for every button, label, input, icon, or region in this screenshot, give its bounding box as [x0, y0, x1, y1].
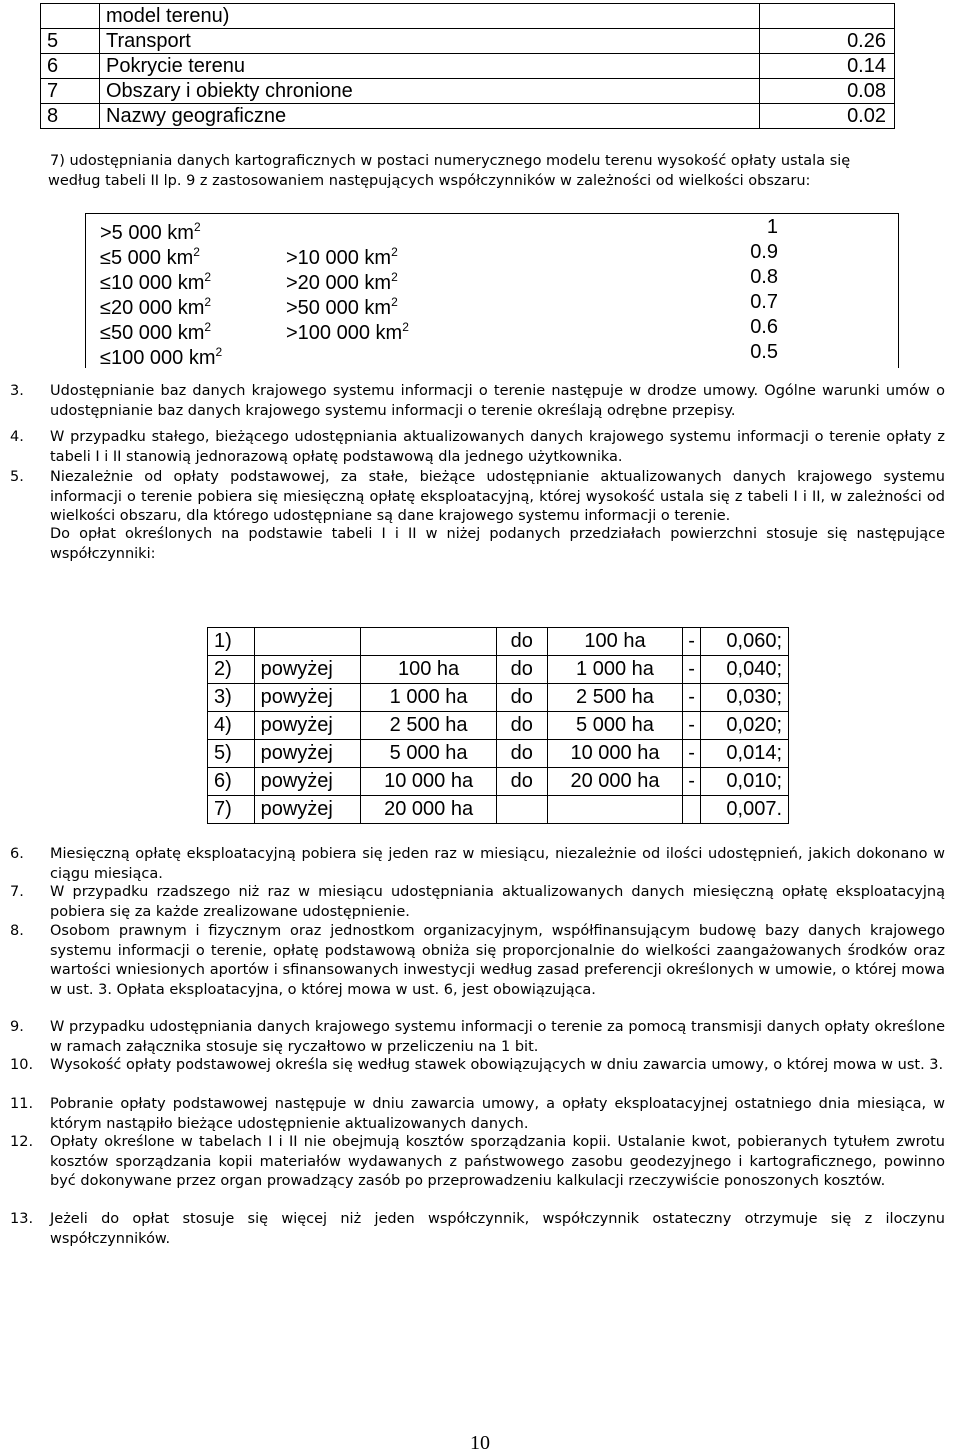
numbered-item: [10, 1133, 945, 1192]
numbered-item: [10, 922, 945, 1000]
item-number: 12.: [10, 1134, 34, 1150]
exponent: 2: [391, 295, 398, 309]
item-text: Niezależnie od opłaty podstawowej, za stałe, bieżące udostępnianie aktualizowanych danych krajowego systemu informacji o terenie pobiera się miesięczną opłatę eksploatacyjną, której wysokość ustala się z tabeli I i II, w zależności od wielkości obszaru, dla którego udostępniane są dane krajowego systemu informacji o terenie.: [50, 469, 945, 524]
table-cell: 2): [208, 656, 255, 684]
table-cell: [547, 796, 683, 824]
less-equal-symbol: ≤: [100, 247, 111, 269]
less-equal-symbol: ≤: [100, 347, 111, 369]
table-cell: 3): [208, 684, 255, 712]
row-value: 0.08: [760, 79, 895, 104]
item-number: 9.: [10, 1019, 24, 1035]
table-row: [41, 79, 895, 104]
table-row: [208, 684, 789, 712]
table-cell: -: [683, 656, 701, 684]
item-text: Osobom prawnym i fizycznym oraz jednostkom organizacyjnym, współfinansującym budowę bazy danych krajowego systemu informacji o terenie, opłatę podstawową obniża się proporcjonalnie do wielkości zaangażowanych środków oraz wartości wniesionych aportów i sfinansowanych inwestycji według zasad preferencji określonych w umowie, o której mowa w ust. 3. Opłata eksploatacyjna, o której mowa w ust. 6, jest obowiązująca.: [50, 923, 945, 998]
table-cell: 0,040;: [700, 656, 788, 684]
range-lower-value: 20 000 km: [110, 297, 205, 319]
table-cell: 0,020;: [700, 712, 788, 740]
item-number: 4.: [10, 429, 24, 445]
coefficient-row: [86, 290, 898, 319]
exponent: 2: [204, 320, 212, 334]
item-number: 10.: [10, 1057, 34, 1073]
numbered-item: [10, 525, 945, 564]
item-number: 5.: [10, 469, 24, 485]
cost-table-continuation: [40, 3, 895, 129]
item-text: Do opłat określonych na podstawie tabeli I i II w niżej podanych przedziałach powierzchni stosuje się następujące współczynniki:: [50, 526, 945, 562]
row-label: Pokrycie terenu: [100, 54, 760, 79]
item-text: Pobranie opłaty podstawowej następuje w dniu zawarcia umowy, a opłaty eksploatacyjnej ostatniego dnia miesiąca, w którym nastąpiło bieżące udostępnienie aktualizowanych danych.: [50, 1096, 945, 1132]
item-number: 3.: [10, 383, 24, 399]
table-cell: 0,010;: [700, 768, 788, 796]
exponent: 2: [391, 270, 398, 284]
table-row: [41, 29, 895, 54]
table-cell: 100 ha: [361, 656, 497, 684]
table-cell: 10 000 ha: [547, 740, 683, 768]
table-row: [208, 740, 789, 768]
row-value: [760, 4, 895, 29]
table-cell: do: [496, 684, 547, 712]
coefficient-value: 0.8: [750, 266, 778, 288]
table-cell: 2 500 ha: [361, 712, 497, 740]
numbered-item: [10, 382, 945, 421]
page-number: 10: [470, 1432, 490, 1454]
exponent: 2: [215, 345, 223, 359]
table-cell: 1): [208, 628, 255, 656]
coefficient-value: 0.7: [750, 291, 778, 313]
table-cell: powyżej: [254, 712, 361, 740]
coefficient-row: [86, 340, 898, 369]
less-equal-symbol: ≤: [100, 322, 111, 344]
paragraph-item-7: [50, 152, 945, 191]
row-number: 7: [41, 79, 100, 104]
table-row: [208, 628, 789, 656]
table-cell: 0,060;: [700, 628, 788, 656]
item-number: 13.: [10, 1211, 34, 1227]
item-text: Miesięczną opłatę eksploatacyjną pobiera się jeden raz w miesiącu, niezależnie od ilości udostępnień, jakich dokonano w ciągu miesiąca.: [50, 846, 945, 882]
table-cell: powyżej: [254, 796, 361, 824]
table-cell: 5 000 ha: [361, 740, 497, 768]
range-lower-value: 5 000 km: [110, 247, 194, 269]
table-cell: 10 000 ha: [361, 768, 497, 796]
range-lower: [100, 340, 222, 371]
table-cell: 0,007.: [700, 796, 788, 824]
exponent: 2: [204, 295, 212, 309]
range-lower-value: >5 000 km: [100, 222, 194, 244]
table-cell: powyżej: [254, 684, 361, 712]
item-text: W przypadku udostępniania danych krajowego systemu informacji o terenie za pomocą transmisji danych opłaty określone w ramach załącznika stosuje się ryczałtowo w przeliczeniu na 1 bit.: [50, 1019, 945, 1055]
coefficient-row: [86, 315, 898, 344]
table-cell: [254, 628, 361, 656]
coefficient-row: [86, 265, 898, 294]
range-lower-value: 50 000 km: [110, 322, 205, 344]
item-text: W przypadku stałego, bieżącego udostępniania aktualizowanych danych krajowego systemu informacji o terenie opłaty z tabeli I i II stanowią jednorazową opłatę podstawową dla jednego użytkownika.: [50, 429, 945, 465]
exponent: 2: [402, 320, 409, 334]
item-number: 7.: [10, 884, 24, 900]
table-cell: 4): [208, 712, 255, 740]
numbered-item: [10, 1018, 945, 1057]
exponent: 2: [204, 270, 212, 284]
numbered-item: [10, 1056, 945, 1076]
coefficient-value: 0.6: [750, 316, 778, 338]
table-cell: 1 000 ha: [361, 684, 497, 712]
coefficient-row: [86, 240, 898, 269]
table-cell: 2 500 ha: [547, 684, 683, 712]
numbered-item: [10, 468, 945, 527]
row-number: 5: [41, 29, 100, 54]
range-upper-value: >100 000 km: [286, 322, 403, 344]
coefficient-table: [85, 213, 899, 368]
exponent: 2: [193, 245, 200, 259]
row-value: 0.02: [760, 104, 895, 129]
item-number: 6.: [10, 846, 24, 862]
range-lower-value: 100 000 km: [110, 347, 216, 369]
table-row: [41, 4, 895, 29]
row-label: Nazwy geograficzne: [100, 104, 760, 129]
table-row: [208, 712, 789, 740]
table-cell: [496, 796, 547, 824]
table-cell: powyżej: [254, 656, 361, 684]
item-number: 8.: [10, 923, 24, 939]
range-upper-value: >50 000 km: [286, 297, 392, 319]
area-coefficient-table: [207, 627, 789, 824]
row-value: 0.26: [760, 29, 895, 54]
table-cell: [683, 796, 701, 824]
table-cell: 0,030;: [700, 684, 788, 712]
table-cell: 1 000 ha: [547, 656, 683, 684]
row-number: 6: [41, 54, 100, 79]
numbered-item: [10, 1095, 945, 1134]
item-text: Wysokość opłaty podstawowej określa się według stawek obowiązujących w dniu zawarcia umowy, o której mowa w ust. 3.: [50, 1057, 944, 1073]
table-cell: do: [496, 628, 547, 656]
coefficient-value: 0.5: [750, 341, 778, 363]
table-cell: do: [496, 656, 547, 684]
table-cell: 5): [208, 740, 255, 768]
table-cell: 100 ha: [547, 628, 683, 656]
table-cell: -: [683, 628, 701, 656]
table-cell: -: [683, 712, 701, 740]
numbered-item: [10, 845, 945, 884]
exponent: 2: [391, 245, 398, 259]
paragraph-line: według tabeli II lp. 9 z zastosowaniem następujących współczynników w zależności od wielkości obszaru:: [48, 172, 811, 189]
paragraph-line: 7) udostępniania danych kartograficznych w postaci numerycznego modelu terenu wysokość opłaty ustala się: [50, 153, 851, 169]
less-equal-symbol: ≤: [100, 272, 111, 294]
row-label: Transport: [100, 29, 760, 54]
item-text: W przypadku rzadszego niż raz w miesiącu udostępniania aktualizowanych danych miesięczną opłatę eksploatacyjną pobiera się za każde zrealizowane udostępnienie.: [50, 884, 945, 920]
item-number: 11.: [10, 1096, 34, 1112]
table-cell: 5 000 ha: [547, 712, 683, 740]
table-cell: -: [683, 740, 701, 768]
coefficient-value: 0.9: [750, 241, 778, 263]
item-text: Jeżeli do opłat stosuje się więcej niż jeden współczynnik, współczynnik ostateczny otrzymuje się z iloczynu współczynników.: [50, 1211, 945, 1247]
table-row: [208, 656, 789, 684]
table-cell: do: [496, 768, 547, 796]
coefficient-value: 1: [766, 216, 778, 238]
item-text: Opłaty określone w tabelach I i II nie obejmują kosztów sporządzania kopii. Ustalanie kwot, pobieranych tytułem zwrotu kosztów sporządzania kopii materiałów wydawanych z państwowego zasobu geodezyjnego i kartograficznego, powinno być dokonywane przez organ prowadzący zasób po przeprowadzeniu kalkulacji rzeczywiście ponoszonych kosztów.: [50, 1134, 945, 1189]
table-cell: 20 000 ha: [361, 796, 497, 824]
row-value: 0.14: [760, 54, 895, 79]
table-row: [41, 104, 895, 129]
row-label: Obszary i obiekty chronione: [100, 79, 760, 104]
table-cell: -: [683, 684, 701, 712]
exponent: 2: [193, 220, 201, 234]
row-number: [41, 4, 100, 29]
row-number: 8: [41, 104, 100, 129]
table-cell: do: [496, 712, 547, 740]
table-cell: [361, 628, 497, 656]
table-cell: 20 000 ha: [547, 768, 683, 796]
item-text: Udostępnianie baz danych krajowego systemu informacji o terenie następuje w drodze umowy. Ogólne warunki umów o udostępnianie baz danych krajowego systemu informacji o terenie określają odrębne przepisy.: [50, 383, 945, 419]
table-cell: -: [683, 768, 701, 796]
coefficient-row: [86, 215, 898, 244]
numbered-item: [10, 883, 945, 922]
range-upper-value: >20 000 km: [286, 272, 392, 294]
table-cell: powyżej: [254, 768, 361, 796]
table-cell: 6): [208, 768, 255, 796]
table-cell: do: [496, 740, 547, 768]
row-label: model terenu): [100, 4, 760, 29]
numbered-item: [10, 1210, 945, 1249]
table-cell: 7): [208, 796, 255, 824]
less-equal-symbol: ≤: [100, 297, 111, 319]
range-lower-value: 10 000 km: [110, 272, 205, 294]
numbered-item: [10, 428, 945, 467]
table-row: [208, 768, 789, 796]
range-upper-value: >10 000 km: [286, 247, 392, 269]
table-cell: 0,014;: [700, 740, 788, 768]
table-row: [41, 54, 895, 79]
table-cell: powyżej: [254, 740, 361, 768]
table-row: [208, 796, 789, 824]
